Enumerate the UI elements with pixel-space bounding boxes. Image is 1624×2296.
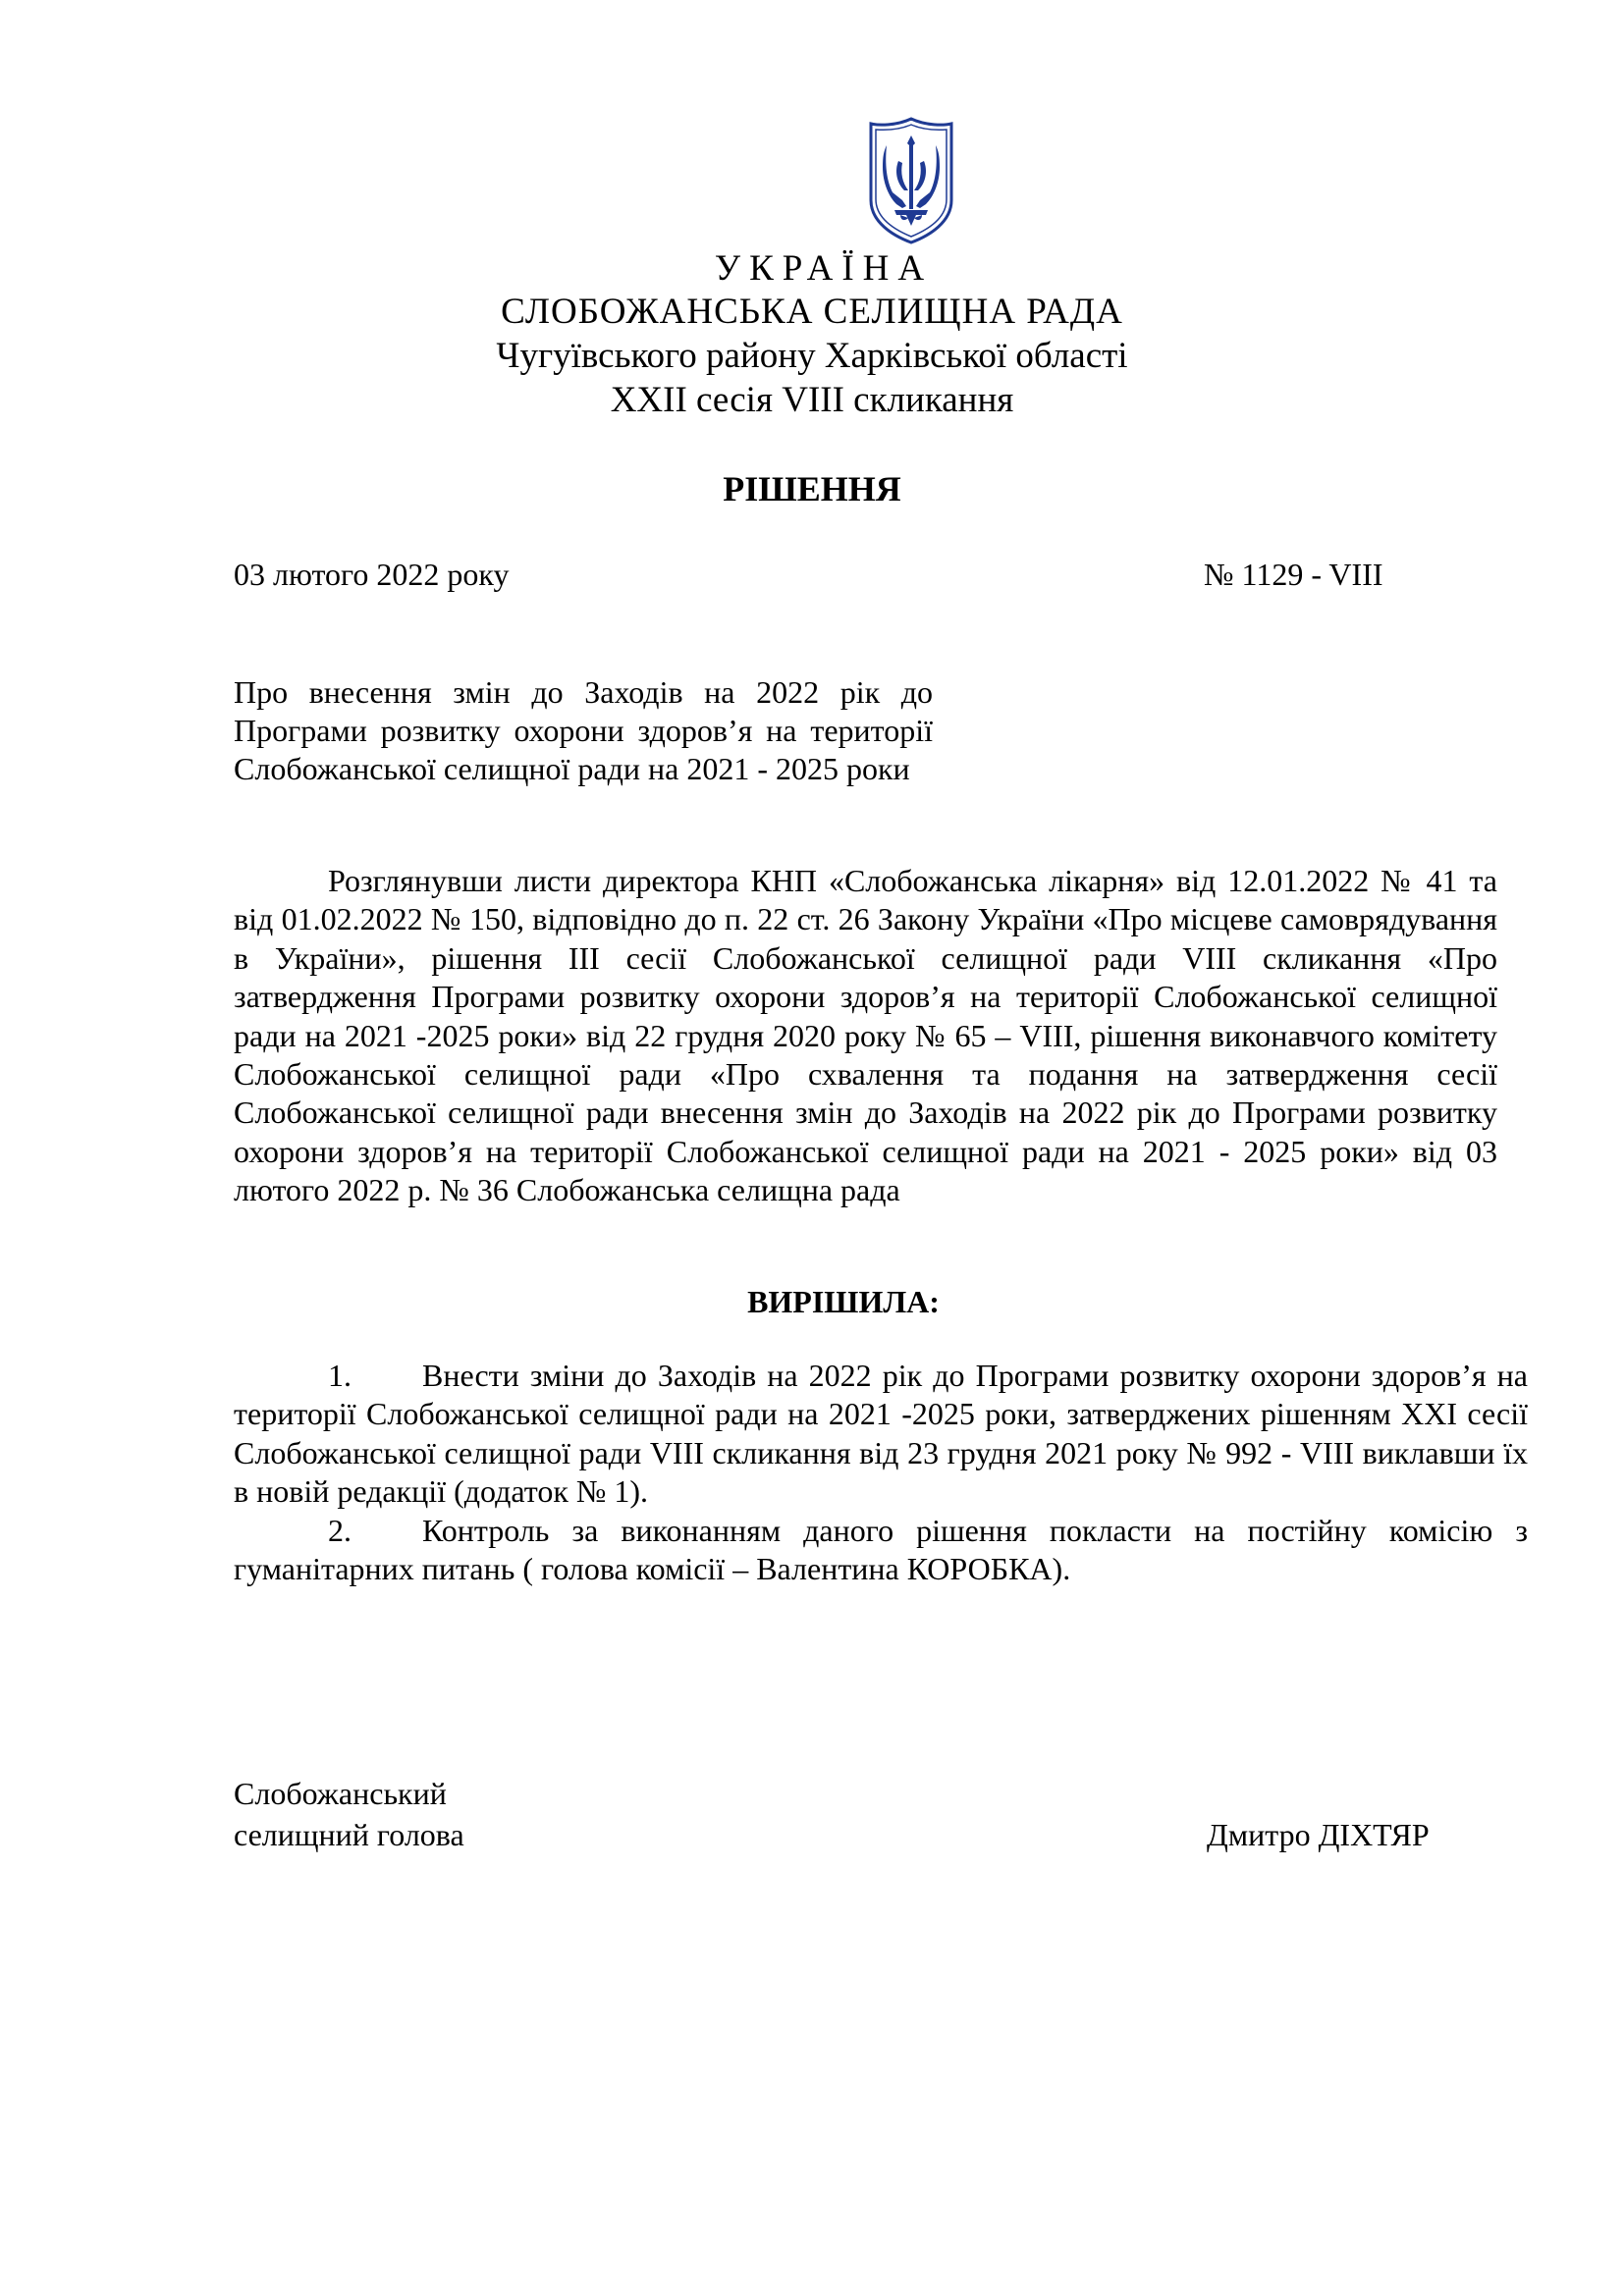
- trident-coat-of-arms-icon: [867, 116, 955, 245]
- item-number: 1.: [328, 1358, 352, 1393]
- session-heading: XXІI сесія VIII скликання: [610, 380, 1014, 420]
- country-heading: УКРАЇНА: [714, 248, 934, 289]
- item-number: 2.: [328, 1512, 352, 1548]
- signatory-position-line1: Слобожанський: [234, 1776, 447, 1811]
- preamble-paragraph: Розглянувши листи директора КНП «Слобожанська лікарня» від 12.01.2022 № 41 та від 01.02.2022 № 150, відповідно до п. 22 ст. 26 Закону України «Про місцеве самоврядування в України», рішення ІІІ сесії Слобожанської селищної ради VIII скликання «Про затвердження Програми розвитку охорони здоров’я на території Слобожанської селищної ради на 2021 -2025 роки» від 22 грудня 2020 року № 65 – VIII, рішення виконавчого комітету Слобожанської селищної ради «Про схвалення та подання на затвердження сесії Слобожанської селищної ради внесення змін до Заходів на 2022 рік до Програми розвитку охорони здоров’я на території Слобожанської селищної ради на 2021 - 2025 роки» від 03 лютого 2022 р. № 36 Слобожанська селищна рада: [234, 863, 1497, 1208]
- council-heading: СЛОБОЖАНСЬКА СЕЛИЩНА РАДА: [501, 292, 1123, 332]
- document-title: РІШЕННЯ: [723, 469, 901, 508]
- resolution-item: [234, 1512, 1528, 1589]
- resolved-heading: ВИРІШИЛА:: [747, 1284, 940, 1319]
- signatory-position-line2: селищний голова: [234, 1817, 464, 1852]
- signatory-position: [234, 1773, 464, 1855]
- document-number: № 1129 - VIII: [1204, 557, 1383, 592]
- district-heading: Чугуївського району Харківської області: [496, 336, 1128, 376]
- document-subject: Про внесення змін до Заходів на 2022 рік до Програми розвитку охорони здоров’я на території Слобожанської селищної ради на 2021 - 2025 роки: [234, 674, 933, 786]
- document-date: 03 лютого 2022 року: [234, 557, 510, 592]
- item-text: Контроль за виконанням даного рішення покласти на постійну комісію з гуманітарних питань ( голова комісії – Валентина КОРОБКА).: [234, 1512, 1528, 1587]
- item-text: Внести зміни до Заходів на 2022 рік до Програми розвитку охорони здоров’я на території Слобожанської селищної ради на 2021 -2025 роки, затверджених рішенням XXI сесії Слобожанської селищної ради VIII скликання від 23 грудня 2021 року № 992 - VIII виклавши їх в новій редакції (додаток № 1).: [234, 1358, 1528, 1510]
- resolution-item: [234, 1357, 1528, 1512]
- signatory-name: Дмитро ДІХТЯР: [1207, 1817, 1430, 1852]
- resolution-items: [234, 1357, 1528, 1588]
